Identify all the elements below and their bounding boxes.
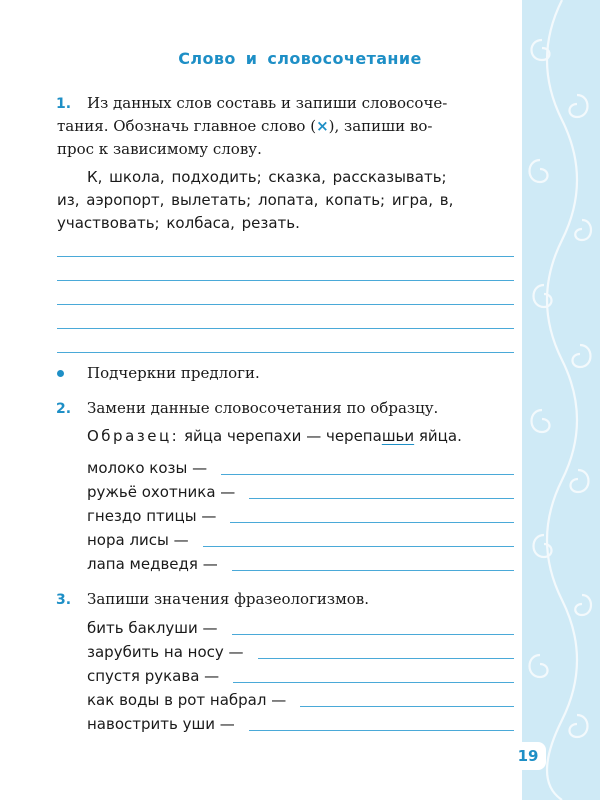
exercise-2-task: Замени данные словосочетания по образцу. — [87, 399, 439, 417]
page-number: 19 — [510, 742, 546, 770]
answer-line[interactable] — [233, 682, 514, 683]
item-label: навострить уши — — [87, 715, 235, 733]
word-list-line: участвовать; колбаса, резать. — [57, 214, 300, 232]
item-label: зарубить на носу — — [87, 643, 244, 661]
item-label: спустя рукава — — [87, 667, 220, 685]
answer-line[interactable] — [300, 706, 514, 707]
exercise-2-sample — [87, 425, 462, 448]
sample-text: яйца черепахи — черепа — [179, 427, 382, 445]
answer-line[interactable] — [232, 570, 514, 571]
answer-line[interactable] — [249, 498, 514, 499]
swirl-pattern — [522, 0, 600, 800]
word-list-line: из, аэропорт, вылетать; лопата, копать; игра, в, — [57, 191, 454, 209]
answer-line[interactable] — [57, 328, 514, 329]
main-word-mark-icon: × — [316, 117, 329, 135]
exercise-2-item — [87, 454, 514, 478]
exercise-1-task-line: прос к зависимому слову. — [57, 140, 262, 158]
item-label: нора лисы — — [87, 531, 189, 549]
exercise-1-number: 1. — [56, 96, 72, 112]
exercise-1-task-line: Из данных слов составь и запиши словосоче- — [87, 94, 448, 112]
answer-line[interactable] — [258, 658, 514, 659]
answer-line[interactable] — [221, 474, 514, 475]
answer-line[interactable] — [57, 256, 514, 257]
sample-label: Образец: — [87, 427, 180, 445]
item-label: бить баклуши — — [87, 619, 218, 637]
sample-text: яйца. — [414, 427, 462, 445]
exercise-2-item — [87, 478, 514, 502]
exercise-3-item — [87, 662, 514, 686]
task-text: тания. Обозначь главное слово ( — [57, 117, 317, 135]
exercise-3-item — [87, 710, 514, 734]
exercise-1-task-line — [57, 115, 527, 138]
sample-suffix: шьи — [381, 427, 415, 445]
exercise-3-item — [87, 686, 514, 710]
exercise-3-task: Запиши значения фразеологизмов. — [87, 590, 370, 608]
exercise-1-word-list — [57, 166, 527, 235]
exercise-3-item — [87, 614, 514, 638]
answer-line[interactable] — [57, 280, 514, 281]
exercise-3-number: 3. — [56, 592, 72, 608]
item-label: как воды в рот набрал — — [87, 691, 287, 709]
decorative-side-strip — [522, 0, 600, 800]
exercise-2-number: 2. — [56, 401, 72, 417]
item-label: молоко козы — — [87, 459, 208, 477]
exercise-3-item — [87, 638, 514, 662]
exercise-2-item — [87, 550, 514, 574]
answer-line[interactable] — [249, 730, 514, 731]
exercise-2-item — [87, 502, 514, 526]
answer-line[interactable] — [57, 304, 514, 305]
word-list-line: К, школа, подходить; сказка, рассказывать; — [87, 168, 447, 186]
answer-line[interactable] — [203, 546, 514, 547]
exercise-2-item — [87, 526, 514, 550]
item-label: ружьё охотника — — [87, 483, 236, 501]
page-title: Слово и словосочетание — [178, 49, 422, 68]
item-label: гнездо птицы — — [87, 507, 217, 525]
answer-line[interactable] — [232, 634, 514, 635]
exercise-1-task — [57, 92, 527, 161]
answer-line[interactable] — [57, 352, 514, 353]
bullet-icon — [57, 370, 64, 377]
answer-line[interactable] — [230, 522, 514, 523]
task-text: ), запиши во- — [328, 117, 433, 135]
item-label: лапа медведя — — [87, 555, 218, 573]
bullet-task: Подчеркни предлоги. — [87, 364, 260, 382]
